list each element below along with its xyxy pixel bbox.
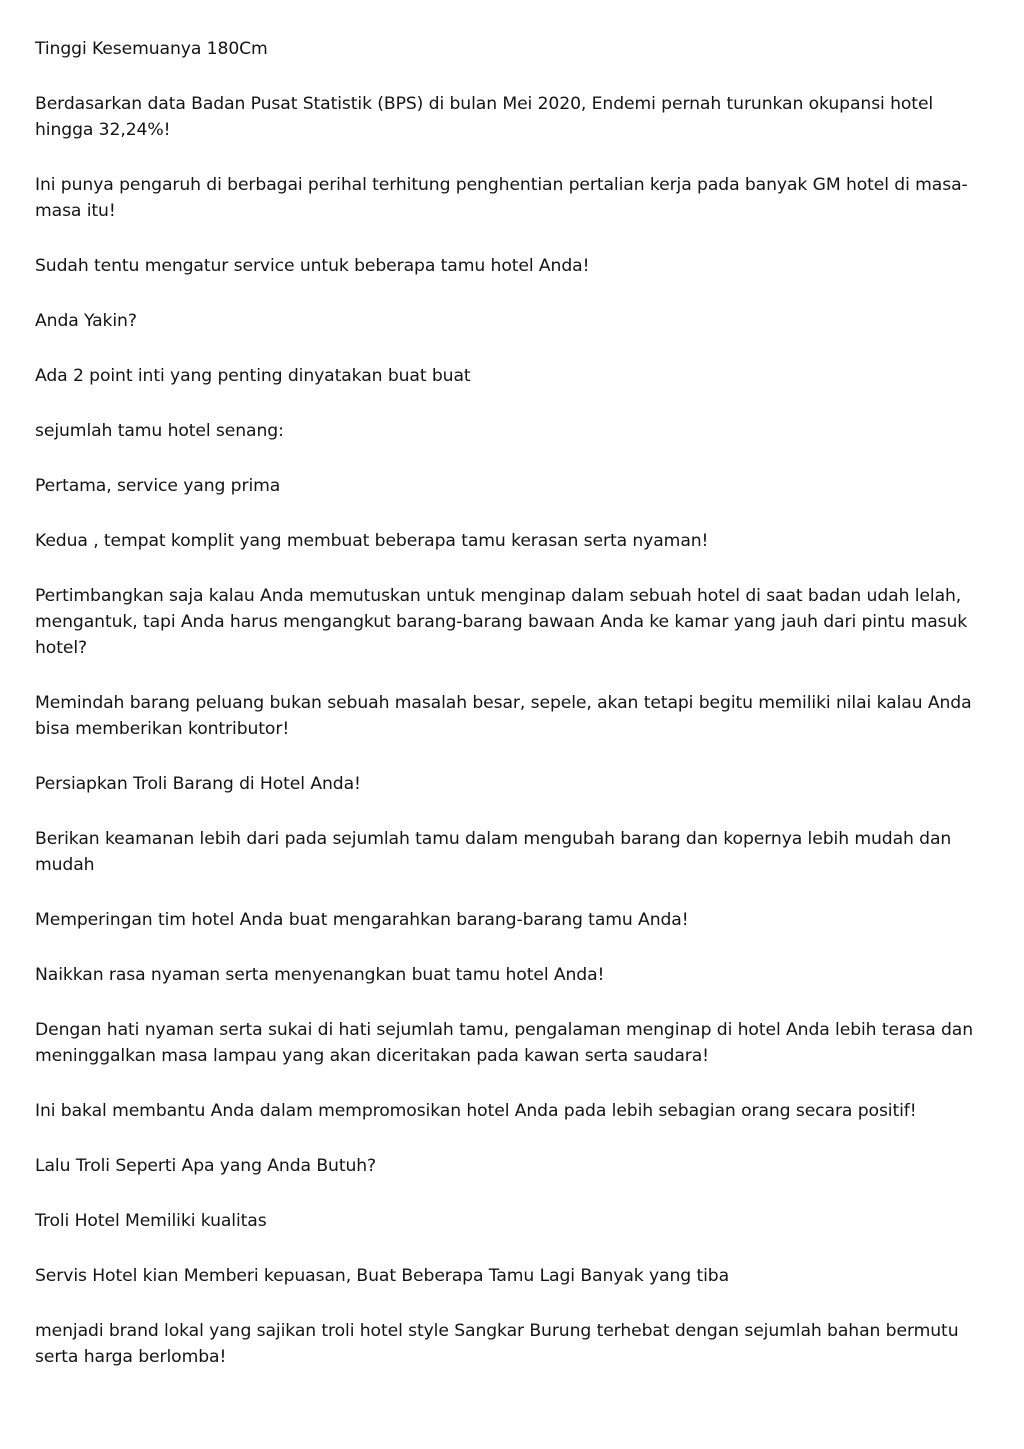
paragraph-comfort: Naikkan rasa nyaman serta menyenangkan buat tamu hotel Anda! (35, 965, 605, 985)
paragraph-height: Tinggi Kesemuanya 180Cm (35, 39, 268, 59)
paragraph-first-point: Pertama, service yang prima (35, 476, 281, 496)
paragraph-safety: Berikan keamanan lebih dari pada sejumlah tamu dalam mengubah barang dan kopernya lebih mudah dan mudah (35, 829, 952, 875)
paragraph-local-brand: menjadi brand lokal yang sajikan troli hotel style Sangkar Burung terhebat dengan sejumlah bahan bermutu serta harga berlomba! (35, 1321, 959, 1367)
paragraph-hotel-service: Servis Hotel kian Memberi kepuasan, Buat Beberapa Tamu Lagi Banyak yang tiba (35, 1266, 729, 1286)
paragraph-quality: Troli Hotel Memiliki kualitas (35, 1211, 267, 1231)
paragraph-consider: Pertimbangkan saja kalau Anda memutuskan untuk menginap dalam sebuah hotel di saat badan udah lelah, mengantuk, tapi Anda harus mengangkut barang-barang bawaan Anda ke kamar yang jauh dari pintu masuk hotel? (35, 586, 968, 658)
paragraph-question: Anda Yakin? (35, 311, 137, 331)
paragraph-prepare-trolley: Persiapkan Troli Barang di Hotel Anda! (35, 774, 361, 794)
paragraph-service: Sudah tentu mengatur service untuk beberapa tamu hotel Anda! (35, 256, 590, 276)
paragraph-second-point: Kedua , tempat komplit yang membuat beberapa tamu kerasan serta nyaman! (35, 531, 709, 551)
paragraph-bps-data: Berdasarkan data Badan Pusat Statistik (BPS) di bulan Mei 2020, Endemi pernah turunkan okupansi hotel hingga 32,24%! (35, 94, 934, 140)
paragraph-influence: Ini punya pengaruh di berbagai perihal terhitung penghentian pertalian kerja pada banyak GM hotel di masa-masa itu! (35, 175, 968, 221)
paragraph-promotion: Ini bakal membantu Anda dalam mempromosikan hotel Anda pada lebih sebagian orang secara positif! (35, 1101, 917, 1121)
document-body (35, 36, 990, 1399)
paragraph-two-points: Ada 2 point inti yang penting dinyatakan buat buat (35, 366, 471, 386)
paragraph-moving-goods: Memindah barang peluang bukan sebuah masalah besar, sepele, akan tetapi begitu memiliki nilai kalau Anda bisa memberikan kontributor! (35, 693, 972, 739)
paragraph-guests-happy: sejumlah tamu hotel senang: (35, 421, 284, 441)
paragraph-which-trolley: Lalu Troli Seperti Apa yang Anda Butuh? (35, 1156, 377, 1176)
paragraph-experience: Dengan hati nyaman serta sukai di hati sejumlah tamu, pengalaman menginap di hotel Anda lebih terasa dan meninggalkan masa lampau yang akan diceritakan pada kawan serta saudara! (35, 1020, 974, 1066)
paragraph-team: Memperingan tim hotel Anda buat mengarahkan barang-barang tamu Anda! (35, 910, 689, 930)
